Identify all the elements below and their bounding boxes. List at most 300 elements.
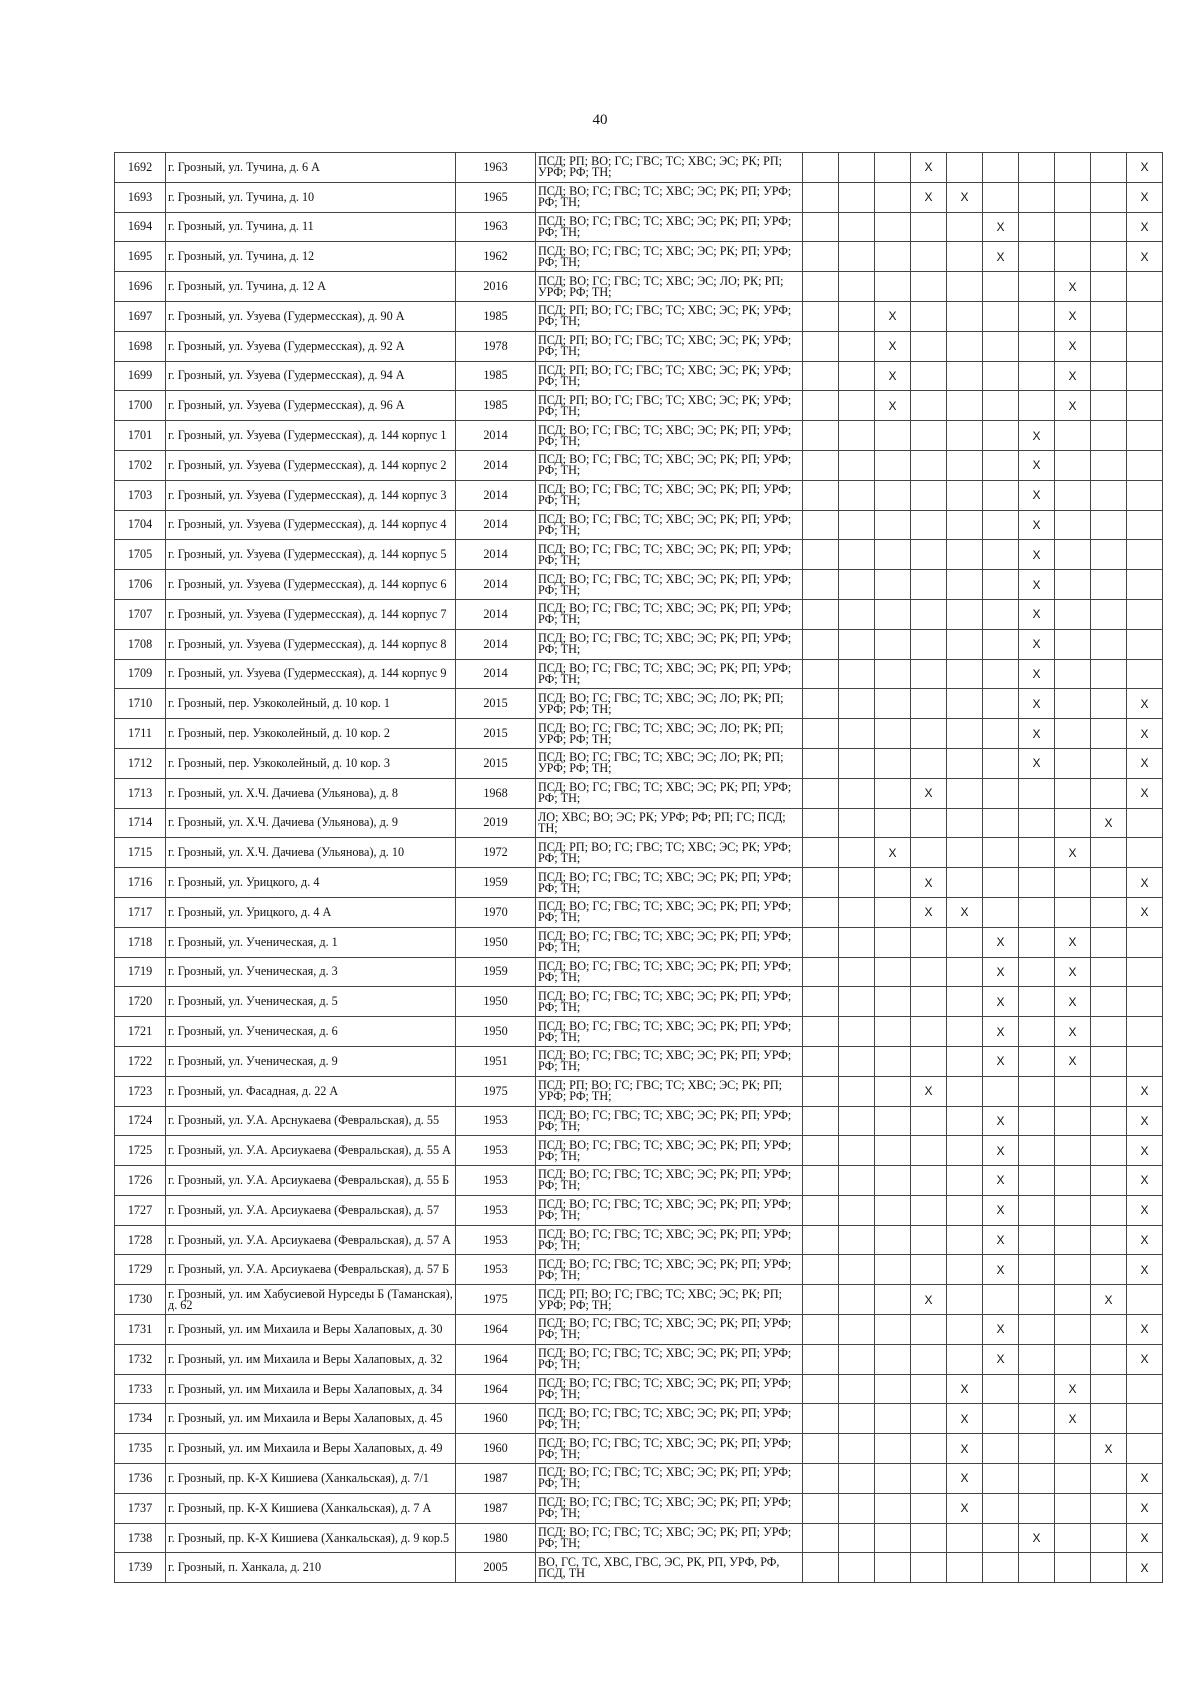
mark-cell-x: Х: [1019, 719, 1055, 749]
mark-cell-empty: [911, 1225, 947, 1255]
mark-cell-empty: [947, 1255, 983, 1285]
mark-cell-empty: [839, 1315, 875, 1345]
mark-cell-empty: [911, 1046, 947, 1076]
mark-cell-empty: [1091, 480, 1127, 510]
row-year: 1964: [456, 1374, 536, 1404]
mark-cell-empty: [839, 212, 875, 242]
row-year: 2015: [456, 748, 536, 778]
mark-cell-empty: [1019, 808, 1055, 838]
mark-cell-empty: [947, 1553, 983, 1583]
mark-cell-empty: [839, 927, 875, 957]
mark-cell-empty: [875, 510, 911, 540]
mark-cell-empty: [875, 1523, 911, 1553]
mark-cell-empty: [1091, 1076, 1127, 1106]
mark-cell-x: Х: [1055, 331, 1091, 361]
mark-cell-empty: [1091, 301, 1127, 331]
mark-cell-x: Х: [1055, 1017, 1091, 1047]
row-number: 1694: [115, 212, 166, 242]
mark-cell-empty: [1127, 450, 1163, 480]
mark-cell-empty: [803, 838, 839, 868]
table-row: [115, 778, 1163, 808]
row-systems: ПСД; РП; ВО; ГС; ГВС; ТС; ХВС; ЭС; РК; УРФ; РФ; ТН;: [536, 331, 803, 361]
mark-cell-x: Х: [875, 331, 911, 361]
mark-cell-x: Х: [911, 778, 947, 808]
mark-cell-empty: [947, 361, 983, 391]
mark-cell-empty: [839, 1225, 875, 1255]
mark-cell-x: Х: [983, 1344, 1019, 1374]
row-year: 1963: [456, 153, 536, 183]
row-year: 1975: [456, 1285, 536, 1315]
row-address: г. Грозный, ул. У.А. Арсиукаева (Февральская), д. 57: [166, 1195, 456, 1225]
mark-cell-empty: [911, 331, 947, 361]
mark-cell-empty: [875, 957, 911, 987]
row-number: 1702: [115, 450, 166, 480]
mark-cell-empty: [875, 212, 911, 242]
mark-cell-empty: [803, 570, 839, 600]
mark-cell-empty: [803, 1106, 839, 1136]
mark-cell-empty: [1055, 1285, 1091, 1315]
mark-cell-empty: [983, 391, 1019, 421]
mark-cell-x: Х: [983, 957, 1019, 987]
mark-cell-empty: [1055, 1315, 1091, 1345]
mark-cell-empty: [1055, 153, 1091, 183]
row-systems: ПСД; РП; ВО; ГС; ГВС; ТС; ХВС; ЭС; РК; УРФ; РФ; ТН;: [536, 391, 803, 421]
mark-cell-x: Х: [1127, 1255, 1163, 1285]
mark-cell-empty: [1091, 599, 1127, 629]
mark-cell-empty: [1019, 868, 1055, 898]
row-number: 1724: [115, 1106, 166, 1136]
mark-cell-x: Х: [911, 868, 947, 898]
mark-cell-empty: [803, 1315, 839, 1345]
mark-cell-empty: [947, 808, 983, 838]
mark-cell-x: Х: [1019, 480, 1055, 510]
mark-cell-x: Х: [875, 838, 911, 868]
mark-cell-empty: [875, 1017, 911, 1047]
mark-cell-empty: [911, 480, 947, 510]
mark-cell-empty: [947, 838, 983, 868]
mark-cell-empty: [1127, 361, 1163, 391]
table-row: [115, 391, 1163, 421]
mark-cell-empty: [1091, 1046, 1127, 1076]
mark-cell-empty: [1091, 689, 1127, 719]
row-systems: ПСД; ВО; ГС; ГВС; ТС; ХВС; ЭС; РК; РП; УРФ; РФ; ТН;: [536, 927, 803, 957]
mark-cell-empty: [803, 957, 839, 987]
mark-cell-empty: [1019, 1344, 1055, 1374]
row-year: 1978: [456, 331, 536, 361]
mark-cell-x: Х: [1055, 1046, 1091, 1076]
mark-cell-x: Х: [1127, 242, 1163, 272]
table-row: [115, 1255, 1163, 1285]
row-number: 1697: [115, 301, 166, 331]
mark-cell-empty: [875, 272, 911, 302]
row-systems: ПСД; ВО; ГС; ГВС; ТС; ХВС; ЭС; РК; РП; УРФ; РФ; ТН;: [536, 659, 803, 689]
row-systems: ЛО; ХВС; ВО; ЭС; РК; УРФ; РФ; РП; ГС; ПСД; ТН;: [536, 808, 803, 838]
row-number: 1731: [115, 1315, 166, 1345]
mark-cell-empty: [1127, 1285, 1163, 1315]
mark-cell-empty: [803, 212, 839, 242]
mark-cell-empty: [1091, 331, 1127, 361]
row-address: г. Грозный, ул. Узуева (Гудермесская), д. 144 корпус 6: [166, 570, 456, 600]
mark-cell-empty: [1091, 540, 1127, 570]
row-systems: ПСД; ВО; ГС; ГВС; ТС; ХВС; ЭС; РК; РП; УРФ; РФ; ТН;: [536, 1017, 803, 1047]
mark-cell-x: Х: [1127, 1076, 1163, 1106]
mark-cell-empty: [911, 987, 947, 1017]
mark-cell-empty: [839, 421, 875, 451]
mark-cell-empty: [839, 838, 875, 868]
mark-cell-empty: [803, 153, 839, 183]
mark-cell-empty: [1091, 629, 1127, 659]
mark-cell-empty: [947, 1017, 983, 1047]
row-address: г. Грозный, ул. им Михаила и Веры Халаповых, д. 49: [166, 1434, 456, 1464]
mark-cell-empty: [803, 748, 839, 778]
mark-cell-empty: [1091, 242, 1127, 272]
mark-cell-empty: [1019, 1434, 1055, 1464]
mark-cell-empty: [803, 1255, 839, 1285]
mark-cell-empty: [1091, 570, 1127, 600]
row-address: г. Грозный, пер. Узкоколейный, д. 10 кор. 2: [166, 719, 456, 749]
table-row: [115, 1344, 1163, 1374]
row-number: 1732: [115, 1344, 166, 1374]
row-systems: ПСД; РП; ВО; ГС; ГВС; ТС; ХВС; ЭС; РК; РП; УРФ; РФ; ТН;: [536, 1285, 803, 1315]
mark-cell-empty: [911, 1553, 947, 1583]
row-year: 1953: [456, 1255, 536, 1285]
mark-cell-empty: [839, 480, 875, 510]
mark-cell-x: Х: [1055, 391, 1091, 421]
row-systems: ПСД; ВО; ГС; ГВС; ТС; ХВС; ЭС; ЛО; РК; РП; УРФ; РФ; ТН;: [536, 272, 803, 302]
mark-cell-empty: [1055, 808, 1091, 838]
mark-cell-empty: [1055, 242, 1091, 272]
row-systems: ПСД; РП; ВО; ГС; ГВС; ТС; ХВС; ЭС; РК; УРФ; РФ; ТН;: [536, 301, 803, 331]
mark-cell-empty: [803, 1195, 839, 1225]
mark-cell-empty: [803, 927, 839, 957]
row-systems: ПСД; ВО; ГС; ГВС; ТС; ХВС; ЭС; РК; РП; УРФ; РФ; ТН;: [536, 242, 803, 272]
mark-cell-empty: [875, 1315, 911, 1345]
mark-cell-x: Х: [1055, 1404, 1091, 1434]
mark-cell-empty: [839, 897, 875, 927]
mark-cell-empty: [911, 957, 947, 987]
mark-cell-empty: [1019, 1225, 1055, 1255]
mark-cell-empty: [803, 1136, 839, 1166]
row-number: 1700: [115, 391, 166, 421]
table-row: [115, 868, 1163, 898]
mark-cell-empty: [875, 540, 911, 570]
row-address: г. Грозный, ул. Узуева (Гудермесская), д. 90 А: [166, 301, 456, 331]
mark-cell-empty: [911, 1136, 947, 1166]
mark-cell-x: Х: [983, 212, 1019, 242]
mark-cell-empty: [1019, 242, 1055, 272]
mark-cell-empty: [1091, 510, 1127, 540]
table-row: [115, 212, 1163, 242]
mark-cell-empty: [983, 1285, 1019, 1315]
mark-cell-empty: [839, 957, 875, 987]
table-row: [115, 1136, 1163, 1166]
mark-cell-empty: [803, 182, 839, 212]
table-row: [115, 927, 1163, 957]
mark-cell-empty: [947, 778, 983, 808]
mark-cell-empty: [1019, 212, 1055, 242]
row-year: 2014: [456, 540, 536, 570]
row-systems: ПСД; ВО; ГС; ГВС; ТС; ХВС; ЭС; РК; РП; УРФ; РФ; ТН;: [536, 1464, 803, 1494]
row-year: 2016: [456, 272, 536, 302]
mark-cell-empty: [839, 1553, 875, 1583]
mark-cell-empty: [1055, 1493, 1091, 1523]
mark-cell-x: Х: [1127, 1166, 1163, 1196]
mark-cell-empty: [875, 153, 911, 183]
row-address: г. Грозный, ул. им Хабусиевой Нурседы Б (Таманская), д. 62: [166, 1285, 456, 1315]
row-number: 1706: [115, 570, 166, 600]
mark-cell-empty: [947, 1106, 983, 1136]
mark-cell-empty: [839, 1285, 875, 1315]
row-systems: ПСД; ВО; ГС; ГВС; ТС; ХВС; ЭС; РК; РП; УРФ; РФ; ТН;: [536, 421, 803, 451]
row-year: 2014: [456, 599, 536, 629]
row-systems: ПСД; ВО; ГС; ГВС; ТС; ХВС; ЭС; РК; РП; УРФ; РФ; ТН;: [536, 868, 803, 898]
mark-cell-empty: [1019, 1017, 1055, 1047]
table-row: [115, 1434, 1163, 1464]
row-systems: ПСД; ВО; ГС; ГВС; ТС; ХВС; ЭС; РК; РП; УРФ; РФ; ТН;: [536, 1434, 803, 1464]
mark-cell-empty: [1055, 1344, 1091, 1374]
mark-cell-x: Х: [1019, 629, 1055, 659]
mark-cell-empty: [1019, 1404, 1055, 1434]
mark-cell-empty: [875, 1225, 911, 1255]
mark-cell-empty: [875, 450, 911, 480]
row-systems: ПСД; ВО; ГС; ГВС; ТС; ХВС; ЭС; РК; РП; УРФ; РФ; ТН;: [536, 540, 803, 570]
table-row: [115, 1285, 1163, 1315]
mark-cell-x: Х: [1127, 689, 1163, 719]
row-systems: ПСД; РП; ВО; ГС; ГВС; ТС; ХВС; ЭС; РК; УРФ; РФ; ТН;: [536, 838, 803, 868]
mark-cell-empty: [1091, 212, 1127, 242]
mark-cell-empty: [839, 1464, 875, 1494]
mark-cell-empty: [983, 868, 1019, 898]
mark-cell-empty: [983, 599, 1019, 629]
table-row: [115, 629, 1163, 659]
row-number: 1695: [115, 242, 166, 272]
mark-cell-empty: [1127, 987, 1163, 1017]
mark-cell-empty: [839, 1076, 875, 1106]
mark-cell-empty: [1055, 1553, 1091, 1583]
mark-cell-empty: [983, 361, 1019, 391]
mark-cell-empty: [1091, 1374, 1127, 1404]
mark-cell-x: Х: [947, 897, 983, 927]
table-row: [115, 1493, 1163, 1523]
row-address: г. Грозный, ул. Тучина, д. 12: [166, 242, 456, 272]
table-row: [115, 1315, 1163, 1345]
mark-cell-empty: [1055, 510, 1091, 540]
mark-cell-empty: [911, 927, 947, 957]
mark-cell-empty: [983, 1404, 1019, 1434]
mark-cell-x: Х: [1127, 1195, 1163, 1225]
mark-cell-empty: [1019, 1493, 1055, 1523]
table-row: [115, 957, 1163, 987]
row-systems: ПСД; ВО; ГС; ГВС; ТС; ХВС; ЭС; РК; РП; УРФ; РФ; ТН;: [536, 897, 803, 927]
mark-cell-empty: [1019, 1195, 1055, 1225]
row-year: 2014: [456, 510, 536, 540]
row-address: г. Грозный, ул. У.А. Арснукаева (Февральская), д. 55: [166, 1106, 456, 1136]
row-address: г. Грозный, ул. Узуева (Гудермесская), д. 144 корпус 3: [166, 480, 456, 510]
mark-cell-empty: [911, 540, 947, 570]
row-address: г. Грозный, ул. Тучина, д. 11: [166, 212, 456, 242]
mark-cell-x: Х: [875, 391, 911, 421]
mark-cell-empty: [839, 689, 875, 719]
row-year: 1962: [456, 242, 536, 272]
mark-cell-empty: [839, 153, 875, 183]
mark-cell-x: Х: [1055, 987, 1091, 1017]
mark-cell-empty: [875, 1255, 911, 1285]
mark-cell-empty: [803, 1046, 839, 1076]
mark-cell-empty: [911, 1464, 947, 1494]
mark-cell-x: Х: [947, 1374, 983, 1404]
mark-cell-empty: [1055, 1255, 1091, 1285]
row-address: г. Грозный, ул. Узуева (Гудермесская), д. 144 корпус 1: [166, 421, 456, 451]
row-systems: ПСД; РП; ВО; ГС; ГВС; ТС; ХВС; ЭС; РК; РП; УРФ; РФ; ТН;: [536, 1076, 803, 1106]
table-row: [115, 331, 1163, 361]
mark-cell-empty: [839, 242, 875, 272]
mark-cell-empty: [1055, 689, 1091, 719]
mark-cell-x: Х: [1055, 361, 1091, 391]
row-systems: ПСД; ВО; ГС; ГВС; ТС; ХВС; ЭС; ЛО; РК; РП; УРФ; РФ; ТН;: [536, 748, 803, 778]
mark-cell-x: Х: [911, 182, 947, 212]
mark-cell-empty: [839, 629, 875, 659]
mark-cell-empty: [803, 272, 839, 302]
mark-cell-empty: [947, 212, 983, 242]
mark-cell-x: Х: [1055, 272, 1091, 302]
row-year: 1959: [456, 868, 536, 898]
mark-cell-empty: [803, 331, 839, 361]
row-systems: ПСД; ВО; ГС; ГВС; ТС; ХВС; ЭС; РК; РП; УРФ; РФ; ТН;: [536, 1046, 803, 1076]
mark-cell-empty: [875, 629, 911, 659]
mark-cell-x: Х: [983, 927, 1019, 957]
table-row: [115, 808, 1163, 838]
mark-cell-empty: [803, 391, 839, 421]
mark-cell-x: Х: [983, 1166, 1019, 1196]
mark-cell-empty: [1127, 391, 1163, 421]
mark-cell-empty: [911, 719, 947, 749]
mark-cell-empty: [1019, 897, 1055, 927]
mark-cell-empty: [1019, 1464, 1055, 1494]
mark-cell-empty: [947, 659, 983, 689]
mark-cell-empty: [983, 1434, 1019, 1464]
mark-cell-empty: [839, 778, 875, 808]
mark-cell-empty: [803, 1404, 839, 1434]
mark-cell-empty: [839, 272, 875, 302]
row-address: г. Грозный, ул. Тучина, д. 12 А: [166, 272, 456, 302]
row-address: г. Грозный, ул. им Михаила и Веры Халаповых, д. 30: [166, 1315, 456, 1345]
mark-cell-empty: [1019, 182, 1055, 212]
mark-cell-empty: [875, 1344, 911, 1374]
mark-cell-empty: [1055, 1195, 1091, 1225]
row-systems: ВО, ГС, ТС, ХВС, ГВС, ЭС, РК, РП, УРФ, РФ, ПСД, ТН: [536, 1553, 803, 1583]
row-address: г. Грозный, ул. Узуева (Гудермесская), д. 144 корпус 5: [166, 540, 456, 570]
row-year: 1953: [456, 1166, 536, 1196]
mark-cell-empty: [839, 1404, 875, 1434]
mark-cell-x: Х: [1127, 1344, 1163, 1374]
mark-cell-empty: [1055, 897, 1091, 927]
row-number: 1729: [115, 1255, 166, 1285]
mark-cell-empty: [1127, 331, 1163, 361]
row-address: г. Грозный, ул. Урицкого, д. 4: [166, 868, 456, 898]
mark-cell-empty: [839, 1255, 875, 1285]
row-year: 1987: [456, 1464, 536, 1494]
row-number: 1699: [115, 361, 166, 391]
row-address: г. Грозный, ул. Тучина, д. 6 А: [166, 153, 456, 183]
mark-cell-empty: [1091, 719, 1127, 749]
row-number: 1736: [115, 1464, 166, 1494]
mark-cell-empty: [839, 719, 875, 749]
mark-cell-empty: [911, 212, 947, 242]
row-year: 1960: [456, 1434, 536, 1464]
mark-cell-empty: [947, 987, 983, 1017]
mark-cell-empty: [947, 1523, 983, 1553]
mark-cell-empty: [947, 1195, 983, 1225]
mark-cell-x: Х: [1055, 301, 1091, 331]
mark-cell-empty: [947, 868, 983, 898]
mark-cell-empty: [911, 659, 947, 689]
row-systems: ПСД; ВО; ГС; ГВС; ТС; ХВС; ЭС; РК; РП; УРФ; РФ; ТН;: [536, 1493, 803, 1523]
mark-cell-empty: [839, 361, 875, 391]
mark-cell-empty: [911, 1315, 947, 1345]
mark-cell-empty: [911, 838, 947, 868]
row-number: 1725: [115, 1136, 166, 1166]
mark-cell-empty: [947, 540, 983, 570]
mark-cell-empty: [947, 1344, 983, 1374]
mark-cell-empty: [983, 540, 1019, 570]
mark-cell-empty: [1019, 1076, 1055, 1106]
mark-cell-empty: [1019, 1255, 1055, 1285]
mark-cell-empty: [911, 1434, 947, 1464]
table-row: [115, 1374, 1163, 1404]
row-number: 1723: [115, 1076, 166, 1106]
mark-cell-empty: [803, 1225, 839, 1255]
mark-cell-empty: [1127, 838, 1163, 868]
mark-cell-empty: [1091, 1523, 1127, 1553]
row-address: г. Грозный, ул. Фасадная, д. 22 А: [166, 1076, 456, 1106]
mark-cell-empty: [983, 182, 1019, 212]
mark-cell-empty: [1127, 540, 1163, 570]
mark-cell-empty: [911, 1017, 947, 1047]
mark-cell-empty: [1091, 1106, 1127, 1136]
row-year: 2005: [456, 1553, 536, 1583]
mark-cell-empty: [911, 510, 947, 540]
mark-cell-empty: [1091, 957, 1127, 987]
mark-cell-x: Х: [983, 1195, 1019, 1225]
mark-cell-empty: [983, 1523, 1019, 1553]
mark-cell-x: Х: [1127, 1464, 1163, 1494]
row-number: 1705: [115, 540, 166, 570]
row-number: 1714: [115, 808, 166, 838]
mark-cell-x: Х: [1127, 1523, 1163, 1553]
mark-cell-empty: [1127, 421, 1163, 451]
row-address: г. Грозный, ул. Урицкого, д. 4 А: [166, 897, 456, 927]
mark-cell-empty: [803, 778, 839, 808]
row-address: г. Грозный, ул. Узуева (Гудермесская), д. 144 корпус 4: [166, 510, 456, 540]
table-row: [115, 1195, 1163, 1225]
row-number: 1733: [115, 1374, 166, 1404]
mark-cell-empty: [803, 480, 839, 510]
mark-cell-empty: [1055, 1464, 1091, 1494]
row-year: 1964: [456, 1315, 536, 1345]
mark-cell-empty: [983, 570, 1019, 600]
mark-cell-empty: [1055, 868, 1091, 898]
mark-cell-x: Х: [1019, 1523, 1055, 1553]
mark-cell-empty: [1055, 450, 1091, 480]
mark-cell-empty: [947, 1166, 983, 1196]
mark-cell-empty: [947, 331, 983, 361]
row-year: 1975: [456, 1076, 536, 1106]
mark-cell-x: Х: [983, 1225, 1019, 1255]
mark-cell-empty: [947, 153, 983, 183]
row-address: г. Грозный, ул. Х.Ч. Дачиева (Ульянова), д. 8: [166, 778, 456, 808]
mark-cell-x: Х: [875, 361, 911, 391]
mark-cell-empty: [1055, 540, 1091, 570]
